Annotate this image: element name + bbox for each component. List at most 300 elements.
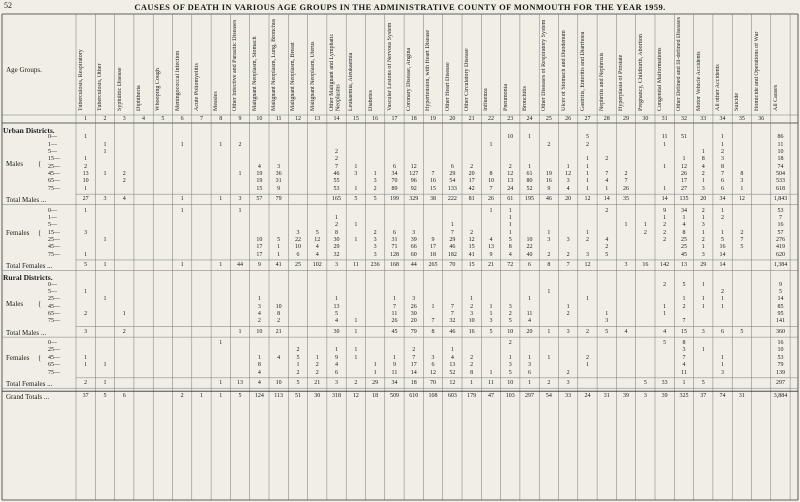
column-number: 8 xyxy=(219,116,223,122)
column-number: 15 xyxy=(352,116,359,122)
table-cell: 1 xyxy=(354,185,358,192)
table-cell: 51 xyxy=(294,393,301,400)
table-cell: 142 xyxy=(660,261,670,268)
age-label: 1— xyxy=(48,141,57,148)
table-cell: 22 xyxy=(294,236,301,243)
table-cell: 1 xyxy=(354,236,358,243)
table-cell: 1 xyxy=(257,296,261,303)
age-label: 45— xyxy=(48,244,60,251)
table-cell: 1 xyxy=(180,261,184,268)
table-cell: 10 xyxy=(256,236,263,243)
table-cell: 31 xyxy=(738,393,745,400)
column-header: Diabetes xyxy=(367,90,374,111)
total-label: Total Males ... xyxy=(6,328,47,337)
table-cell: 6 xyxy=(721,185,725,192)
column-header: Malignant Neoplasm, Stomach xyxy=(251,36,258,111)
table-cell: 2 xyxy=(605,244,609,251)
column-header: Meningococcal Infection xyxy=(174,50,181,111)
table-cell: 2 xyxy=(470,163,474,170)
table-cell: 2 xyxy=(566,369,570,376)
table-cell: 2 xyxy=(547,379,551,386)
table-cell: 70 xyxy=(449,261,456,268)
table-cell: 3 xyxy=(547,236,551,243)
table-cell: 61 xyxy=(526,171,533,178)
table-cell: 2 xyxy=(180,393,184,400)
table-cell: 16 xyxy=(719,244,726,251)
table-cell: 133 xyxy=(447,185,457,192)
column-number: 25 xyxy=(545,116,552,122)
table-cell: 7 xyxy=(566,261,570,268)
table-cell: 1 xyxy=(721,303,725,310)
table-cell: 1 xyxy=(701,281,705,288)
column-number: 5 xyxy=(161,116,165,122)
table-cell: 1 xyxy=(257,354,261,361)
table-cell: 14 xyxy=(719,251,726,258)
table-cell: 5 xyxy=(277,236,281,243)
table-cell: 1 xyxy=(643,222,647,229)
table-cell: 5 xyxy=(721,236,725,243)
table-cell: 1 xyxy=(315,354,319,361)
table-cell: 7 xyxy=(450,303,454,310)
column-header: Other Circulatory Disease xyxy=(464,48,470,111)
table-cell: 6 xyxy=(528,369,532,376)
table-cell: 2 xyxy=(663,229,667,236)
table-cell: 2 xyxy=(701,236,705,243)
table-cell: 2 xyxy=(84,311,88,318)
table-cell: 26 xyxy=(487,196,494,203)
table-cell: 15 xyxy=(468,244,475,251)
table-cell: 1 xyxy=(585,362,589,369)
table-cell: 30 xyxy=(333,328,340,335)
table-cell: 1 xyxy=(373,171,377,178)
column-header: Nephritis and Nephrosis xyxy=(599,52,606,111)
column-header: Vascular Lesions of Nervous System xyxy=(386,22,393,111)
table-cell: 620 xyxy=(775,251,785,258)
table-cell: 33 xyxy=(565,393,572,400)
column-number: 2 xyxy=(103,116,107,122)
table-cell: 13 xyxy=(487,244,494,251)
table-cell: 4 xyxy=(315,251,319,258)
table-cell: 1 xyxy=(701,347,705,354)
table-cell: 1 xyxy=(528,379,532,386)
table-cell: 31 xyxy=(275,178,282,185)
table-cell: 3 xyxy=(701,185,705,192)
column-number: 13 xyxy=(314,116,321,122)
column-number: 22 xyxy=(487,116,494,122)
table-cell: 25 xyxy=(294,261,301,268)
grand-total-label: Grand Totals ... xyxy=(6,393,50,402)
table-cell: 1 xyxy=(528,296,532,303)
table-cell: 1 xyxy=(84,134,88,141)
table-cell: 79 xyxy=(275,196,282,203)
table-cell: 8 xyxy=(701,156,705,163)
table-cell: 5 xyxy=(84,261,88,268)
table-cell: 2 xyxy=(682,303,686,310)
table-cell: 9 xyxy=(489,251,493,258)
table-cell: 1 xyxy=(508,207,512,214)
table-cell: 10 xyxy=(507,328,514,335)
table-cell: 1 xyxy=(489,311,493,318)
table-cell: 10 xyxy=(275,379,282,386)
total-label: Total Females ... xyxy=(6,379,53,388)
table-cell: 41 xyxy=(275,261,282,268)
table-cell: 96 xyxy=(410,178,417,185)
table-cell: 34 xyxy=(391,171,398,178)
table-cell: 12 xyxy=(738,196,745,203)
table-cell: 3 xyxy=(605,318,609,325)
table-cell: 2 xyxy=(470,229,474,236)
table-cell: 46 xyxy=(449,328,456,335)
table-cell: 1 xyxy=(721,296,725,303)
table-cell: 1 xyxy=(489,303,493,310)
table-cell: 12 xyxy=(565,171,572,178)
table-cell: 7 xyxy=(489,185,493,192)
column-number: 29 xyxy=(623,116,630,122)
table-cell: 1 xyxy=(84,207,88,214)
table-cell: 20 xyxy=(565,196,572,203)
table-cell: 31 xyxy=(391,236,398,243)
table-cell: 5 xyxy=(103,393,107,400)
table-cell: 1 xyxy=(701,149,705,156)
table-cell: 8 xyxy=(508,244,512,251)
table-cell: 7 xyxy=(605,171,609,178)
table-cell: 57 xyxy=(777,229,784,236)
table-cell: 15 xyxy=(430,185,437,192)
table-cell: 2 xyxy=(84,163,88,170)
table-cell: 53 xyxy=(777,207,784,214)
table-cell: 2 xyxy=(605,156,609,163)
table-cell: 2 xyxy=(84,379,88,386)
table-cell: 2 xyxy=(470,362,474,369)
table-cell: 39 xyxy=(623,393,630,400)
table-cell: 165 xyxy=(332,196,342,203)
table-cell: 1 xyxy=(585,171,589,178)
table-cell: 3 xyxy=(257,303,261,310)
table-cell: 1 xyxy=(103,236,107,243)
table-cell: 45 xyxy=(680,251,687,258)
page-title: CAUSES OF DEATH IN VARIOUS AGE GROUPS IN THE ADMINISTRATIVE COUNTY OF MONMOUTH FOR THE YEAR 1959. xyxy=(134,2,666,12)
table-cell: 1 xyxy=(701,296,705,303)
table-cell: 52 xyxy=(449,369,456,376)
table-cell: 195 xyxy=(525,196,535,203)
table-cell: 4 xyxy=(450,354,454,361)
table-cell: 504 xyxy=(775,171,785,178)
table-cell: 17 xyxy=(680,178,687,185)
table-cell: 20 xyxy=(700,196,707,203)
table-cell: 8 xyxy=(740,171,744,178)
table-cell: 21 xyxy=(314,379,321,386)
table-cell: 14 xyxy=(719,261,726,268)
table-cell: 12 xyxy=(430,369,437,376)
table-cell: 6 xyxy=(392,163,396,170)
table-cell: 6 xyxy=(335,369,339,376)
table-cell: 1 xyxy=(450,347,454,354)
table-cell: 1 xyxy=(277,251,281,258)
table-cell: 7 xyxy=(335,163,339,170)
table-cell: 2 xyxy=(315,362,319,369)
table-cell: 3 xyxy=(566,328,570,335)
table-cell: 1 xyxy=(701,303,705,310)
table-cell: 5 xyxy=(315,229,319,236)
table-cell: 2 xyxy=(721,214,725,221)
age-label: 25— xyxy=(48,347,60,354)
table-cell: 1 xyxy=(219,141,223,148)
column-header: Diphtheria xyxy=(135,85,142,111)
table-cell: 2 xyxy=(566,251,570,258)
table-cell: 17 xyxy=(430,244,437,251)
table-cell: 1 xyxy=(508,214,512,221)
table-cell: 17 xyxy=(256,244,263,251)
table-cell: 5 xyxy=(701,379,705,386)
table-cell: 4 xyxy=(257,369,261,376)
age-label: 25— xyxy=(48,236,60,243)
table-cell: 419 xyxy=(775,244,785,251)
table-cell: 1 xyxy=(219,340,223,347)
table-cell: 9 xyxy=(431,236,435,243)
table-cell: 4 xyxy=(257,311,261,318)
table-cell: 11 xyxy=(681,369,687,376)
table-cell: 2 xyxy=(470,354,474,361)
table-cell: 1 xyxy=(103,149,107,156)
group-brace: { xyxy=(38,159,42,168)
table-cell: 3 xyxy=(373,236,377,243)
table-cell: 1 xyxy=(354,347,358,354)
table-cell: 8 xyxy=(682,340,686,347)
table-cell: 9 xyxy=(547,185,551,192)
table-cell: 10 xyxy=(82,178,89,185)
table-cell: 6 xyxy=(450,163,454,170)
table-cell: 360 xyxy=(775,328,785,335)
table-cell: 1 xyxy=(84,156,88,163)
age-label: 45— xyxy=(48,354,60,361)
table-cell: 1 xyxy=(470,296,474,303)
table-cell: 12 xyxy=(410,163,417,170)
table-cell: 4 xyxy=(624,328,628,335)
column-header: Other Heart Disease xyxy=(444,62,451,111)
table-cell: 1 xyxy=(721,354,725,361)
table-cell: 4 xyxy=(257,163,261,170)
table-cell: 1 xyxy=(663,185,667,192)
table-cell: 26 xyxy=(680,171,687,178)
table-cell: 2 xyxy=(238,141,242,148)
table-cell: 30 xyxy=(314,393,321,400)
table-cell: 1 xyxy=(585,296,589,303)
table-cell: 1 xyxy=(663,141,667,148)
table-cell: 8 xyxy=(682,229,686,236)
table-cell: 32 xyxy=(449,318,456,325)
section-title: Urban Districts. xyxy=(3,126,55,135)
table-cell: 1 xyxy=(528,134,532,141)
table-cell: 4 xyxy=(335,362,339,369)
table-cell: 39 xyxy=(410,236,417,243)
table-cell: 20 xyxy=(410,318,417,325)
column-header: Tuberculosis, Respiratory xyxy=(78,49,84,111)
table-cell: 1 xyxy=(84,289,88,295)
table-cell: 89 xyxy=(391,185,398,192)
column-number: 3 xyxy=(122,116,126,122)
table-cell: 318 xyxy=(332,393,342,400)
table-cell: 1 xyxy=(354,318,358,325)
table-cell: 29 xyxy=(700,261,707,268)
table-cell: 108 xyxy=(428,393,438,400)
table-cell: 7 xyxy=(431,318,435,325)
table-cell: 7 xyxy=(721,171,725,178)
column-header: Ulcer of Stomach and Duodenum xyxy=(560,30,567,111)
table-cell: 4 xyxy=(701,163,705,170)
age-label: 1— xyxy=(48,214,57,221)
table-cell: 10 xyxy=(294,244,301,251)
column-number: 26 xyxy=(565,116,572,122)
table-cell: 3 xyxy=(238,196,242,203)
table-cell: 1 xyxy=(103,141,107,148)
column-number: 9 xyxy=(238,116,242,122)
table-cell: 297 xyxy=(525,393,535,400)
table-cell: 1 xyxy=(508,354,512,361)
table-cell: 7 xyxy=(778,214,782,221)
table-cell: 6 xyxy=(392,229,396,236)
table-cell: 27 xyxy=(82,196,89,203)
table-cell: 3 xyxy=(489,318,493,325)
table-cell: 1 xyxy=(373,369,377,376)
table-cell: 1 xyxy=(335,296,339,303)
table-cell: 618 xyxy=(775,185,785,192)
age-label: 45— xyxy=(48,171,60,178)
table-cell: 1 xyxy=(373,362,377,369)
table-cell: 8 xyxy=(257,362,261,369)
age-label: 75— xyxy=(48,318,60,325)
column-header: Coronary Disease, Angina xyxy=(406,47,413,111)
table-cell: 4 xyxy=(489,236,493,243)
age-label: 75— xyxy=(48,369,60,376)
age-label: 75— xyxy=(48,251,60,258)
table-cell: 1 xyxy=(103,261,107,268)
table-cell: 1 xyxy=(238,328,242,335)
column-number: 4 xyxy=(142,116,146,122)
table-cell: 1 xyxy=(354,328,358,335)
age-label: 65— xyxy=(48,311,60,318)
table-cell: 3 xyxy=(470,311,474,318)
table-cell: 5 xyxy=(238,393,242,400)
table-cell: 3 xyxy=(566,178,570,185)
table-cell: 9 xyxy=(392,362,396,369)
table-cell: 2 xyxy=(508,311,512,318)
table-cell: 1 xyxy=(84,354,88,361)
table-cell: 2 xyxy=(122,328,126,335)
table-cell: 127 xyxy=(409,171,419,178)
age-label: 0— xyxy=(48,340,57,347)
column-header: Malignant Neoplasm, Uterus xyxy=(309,41,316,111)
table-cell: 18 xyxy=(777,156,784,163)
table-cell: 265 xyxy=(428,261,438,268)
table-cell: 10 xyxy=(526,236,533,243)
table-cell: 12 xyxy=(680,163,687,170)
table-cell: 1 xyxy=(103,379,107,386)
table-cell: 1 xyxy=(740,185,744,192)
table-cell: 20 xyxy=(468,171,475,178)
table-cell: 2 xyxy=(547,251,551,258)
table-cell: 1 xyxy=(392,354,396,361)
table-cell: 3 xyxy=(335,261,339,268)
table-cell: 3 xyxy=(508,303,512,310)
table-cell: 1 xyxy=(682,379,686,386)
table-cell: 17 xyxy=(256,251,263,258)
page-number: 52 xyxy=(4,1,12,10)
column-number: 34 xyxy=(719,116,726,122)
table-cell: 15 xyxy=(680,328,687,335)
table-cell: 2 xyxy=(335,156,339,163)
table-cell: 6 xyxy=(721,328,725,335)
table-cell: 4 xyxy=(663,328,667,335)
table-cell: 2 xyxy=(585,141,589,148)
table-cell: 14 xyxy=(661,196,668,203)
table-cell: 2 xyxy=(624,171,628,178)
table-cell: 610 xyxy=(409,393,419,400)
table-cell: 60 xyxy=(410,251,417,258)
age-label: 65— xyxy=(48,362,60,369)
table-cell: 135 xyxy=(679,196,689,203)
table-cell: 2 xyxy=(508,163,512,170)
table-cell: 18 xyxy=(372,393,379,400)
column-number: 14 xyxy=(333,116,340,122)
age-label: 65— xyxy=(48,178,60,185)
table-cell: 2 xyxy=(335,222,339,229)
table-cell: 5 xyxy=(373,196,377,203)
table-cell: 16 xyxy=(777,340,784,347)
table-cell: 55 xyxy=(333,178,340,185)
table-cell: 2 xyxy=(721,289,725,295)
table-cell: 54 xyxy=(545,393,552,400)
table-cell: 9 xyxy=(335,354,339,361)
table-cell: 5 xyxy=(296,379,300,386)
column-number: 10 xyxy=(256,116,263,122)
table-cell: 1 xyxy=(585,156,589,163)
table-cell: 11 xyxy=(526,311,533,318)
age-label: 15— xyxy=(48,229,60,236)
table-cell: 17 xyxy=(468,178,475,185)
total-label: Total Males ... xyxy=(6,196,47,205)
table-cell: 2 xyxy=(547,141,551,148)
table-cell: 1 xyxy=(219,196,223,203)
table-cell: 4 xyxy=(315,244,319,251)
table-cell: 1 xyxy=(682,296,686,303)
table-cell: 1 xyxy=(663,214,667,221)
table-cell: 3 xyxy=(701,328,705,335)
column-number: 6 xyxy=(180,116,184,122)
table-cell: 3 xyxy=(84,229,88,236)
table-cell: 10 xyxy=(256,328,263,335)
table-cell: 1 xyxy=(84,251,88,258)
column-number: 18 xyxy=(410,116,417,122)
table-cell: 1 xyxy=(238,171,242,178)
table-cell: 1,843 xyxy=(773,196,788,203)
table-cell: 5 xyxy=(489,328,493,335)
group-label: Females xyxy=(6,354,30,363)
table-cell: 10 xyxy=(487,178,494,185)
table-cell: 199 xyxy=(389,196,399,203)
table-cell: 1 xyxy=(528,354,532,361)
table-cell: 1 xyxy=(721,141,725,148)
table-cell: 9 xyxy=(257,261,261,268)
table-cell: 2 xyxy=(315,369,319,376)
table-cell: 12 xyxy=(468,236,475,243)
table-cell: 13 xyxy=(82,171,89,178)
table-cell: 51 xyxy=(680,134,687,141)
table-cell: 1 xyxy=(489,141,493,148)
table-cell: 19 xyxy=(545,171,552,178)
table-cell: 4 xyxy=(605,178,609,185)
table-cell: 1 xyxy=(354,354,358,361)
column-header: Measles xyxy=(213,91,220,111)
